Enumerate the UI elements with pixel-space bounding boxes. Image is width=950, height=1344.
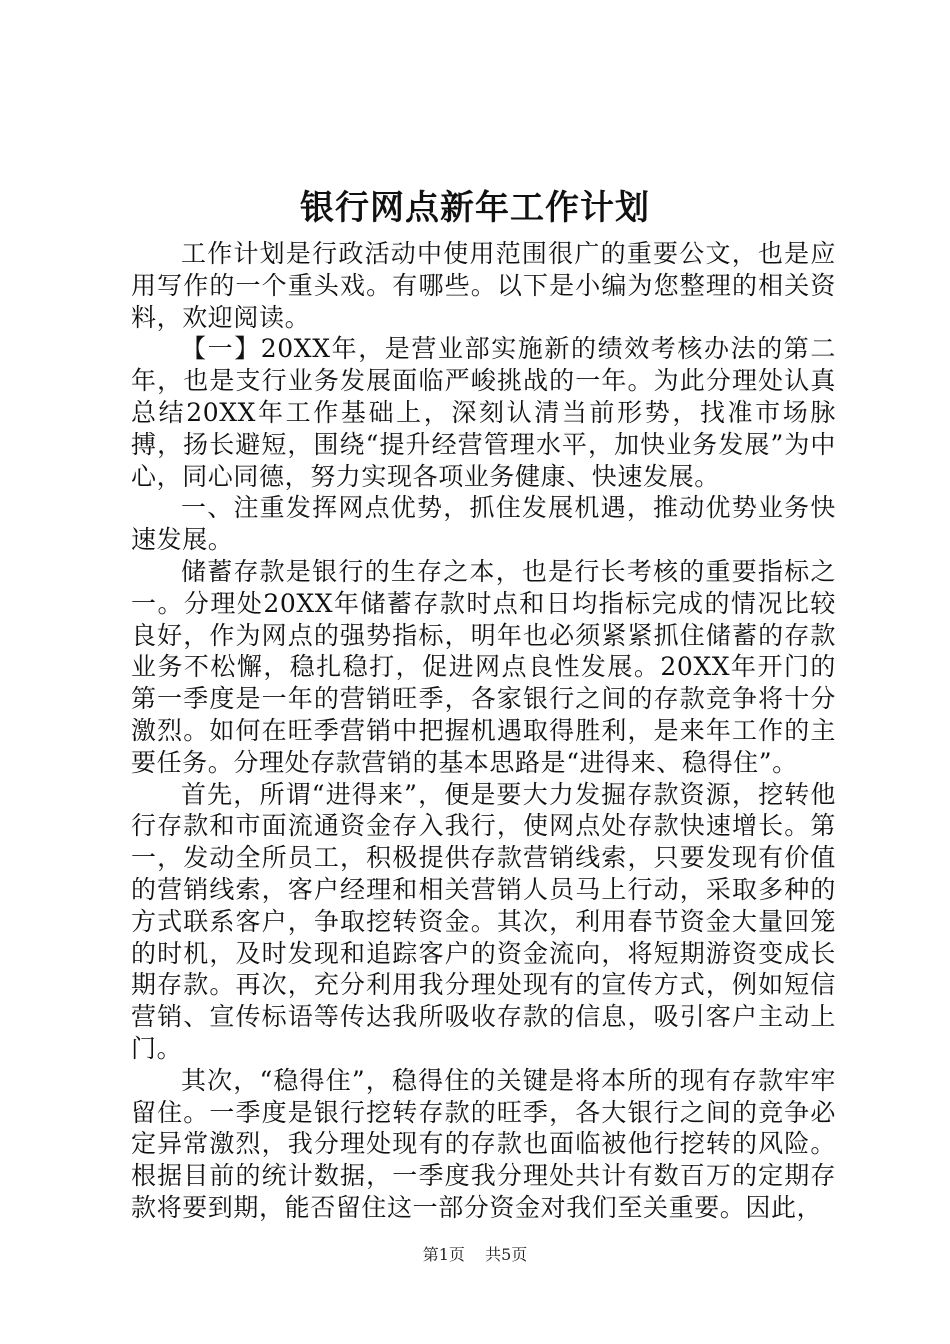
page-footer (0, 1245, 950, 1265)
document-title: 银行网点新年工作计划 (300, 188, 650, 228)
paragraph-second: 其次，“稳得住”，稳得住的关键是将本所的现有存款牢牢留住。一季度是银行挖转存款的旺季，各大银行之间的竞争必定异常激烈，我分理处现有的存款也面临被他行挖转的风险。根据目前的统计数据，一季度我分理处共计有数百万的定期存款将要到期，能否留住这一部分资金对我们至关重要。因此， (131, 1065, 836, 1222)
paragraph-intro: 工作计划是行政活动中使用范围很广的重要公文，也是应用写作的一个重头戏。有哪些。以下是小编为您整理的相关资料，欢迎阅读。 (131, 239, 836, 332)
paragraph-savings: 储蓄存款是银行的生存之本，也是行长考核的重要指标之一。分理处20XX年储蓄存款时点和日均指标完成的情况比较良好，作为网点的强势指标，明年也必须紧紧抓住储蓄的存款业务不松懈，稳扎稳打，促进网点良性发展。20XX年开门的第一季度是一年的营销旺季，各家银行之间的存款竞争将十分激烈。如何在旺季营销中把握机遇取得胜利，是来年工作的主要任务。分理处存款营销的基本思路是“进得来、稳得住”。 (131, 556, 836, 777)
paragraph-section-one: 【一】20XX年，是营业部实施新的绩效考核办法的第二年，也是支行业务发展面临严峻挑战的一年。为此分理处认真总结20XX年工作基础上，深刻认清当前形势，找准市场脉搏，扬长避短，围绕“提升经营管理水平，加快业务发展”为中心，同心同德，努力实现各项业务健康、快速发展。 (131, 334, 836, 491)
paragraph-heading-one: 一、注重发挥网点优势，抓住发展机遇，推动优势业务快速发展。 (131, 493, 836, 555)
page-total: 共5页 (485, 1245, 528, 1264)
page-number: 第1页 (422, 1245, 465, 1264)
document-body (131, 238, 836, 1224)
paragraph-first: 首先，所谓“进得来”，便是要大力发掘存款资源，挖转他行存款和市面流通资金存入我行，使网点处存款快速增长。第一，发动全所员工，积极提供存款营销线索，只要发现有价值的营销线索，客户经理和相关营销人员马上行动，采取多种的方式联系客户，争取挖转资金。其次，利用春节资金大量回笼的时机，及时发现和追踪客户的资金流向，将短期游资变成长期存款。再次，充分利用我分理处现有的宣传方式，例如短信营销、宣传标语等传达我所吸收存款的信息，吸引客户主动上门。 (131, 779, 836, 1063)
